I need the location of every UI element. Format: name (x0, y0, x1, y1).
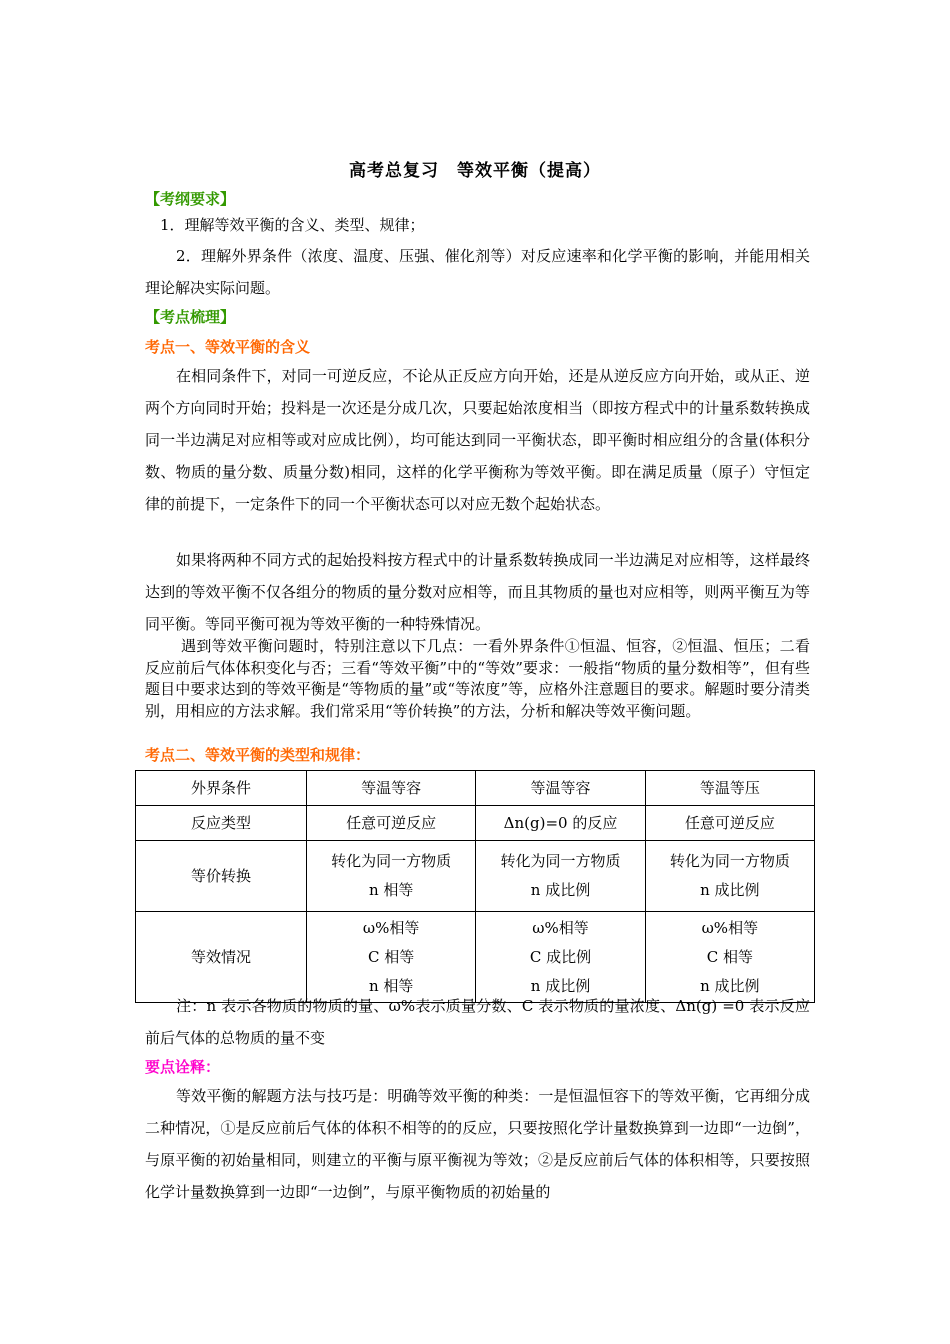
point1-paragraph-2: 如果将两种不同方式的起始投料按方程式中的计量系数转换成同一半边满足对应相等，这样最终达到的等效平衡不仅各组分的物质的量分数对应相等，而且其物质的量也对应相等，则两平衡互为等同平衡。等同平衡可视为等效平衡的一种特殊情况。 (145, 551, 810, 633)
table-cell: 任意可逆反应 (645, 806, 814, 841)
table-row (136, 912, 815, 1003)
requirement-item-1: 1．理解等效平衡的含义、类型、规律； (160, 216, 425, 234)
table-cell: ω%相等 C 相等 n 成比例 (645, 912, 814, 1003)
table-cell: 任意可逆反应 (307, 806, 476, 841)
explain-heading: 要点诠释： (145, 1058, 221, 1076)
row-label: 反应类型 (136, 806, 307, 841)
table-cell: 等温等容 (476, 771, 645, 806)
table-row (136, 841, 815, 912)
point1-heading: 考点一、等效平衡的含义 (145, 338, 311, 356)
equilibrium-types-table (135, 770, 815, 1003)
table-cell: Δn(g)=0 的反应 (476, 806, 645, 841)
table-cell: 等温等容 (307, 771, 476, 806)
table-cell: ω%相等 C 成比例 n 成比例 (476, 912, 645, 1003)
requirements-heading: 【考纲要求】 (145, 190, 236, 208)
row-label: 等效情况 (136, 912, 307, 1003)
explain-paragraph: 等效平衡的解题方法与技巧是：明确等效平衡的种类：一是恒温恒容下的等效平衡，它再细分成二种情况，①是反应前后气体的体积不相等的的反应，只要按照化学计量数换算到一边即“一边倒”，与原平衡的初始量相同，则建立的平衡与原平衡视为等效；②是反应前后气体的体积相等，只要按照化学计量数换算到一边即“一边倒”，与原平衡物质的初始量的 (145, 1087, 810, 1201)
point1-paragraph-3: 遇到等效平衡问题时，特别注意以下几点：一看外界条件①恒温、恒容，②恒温、恒压；二看反应前后气体体积变化与否；三看“等效平衡”中的“等效”要求：一般指“物质的量分数相等”，但有些题目中要求达到的等效平衡是“等物质的量”或“等浓度”等，应格外注意题目的要求。解题时要分清类别，用相应的方法求解。我们常采用“等价转换”的方法，分析和解决等效平衡问题。 (145, 637, 810, 720)
point1-paragraph-1: 在相同条件下，对同一可逆反应，不论从正反应方向开始，还是从逆反应方向开始，或从正、逆两个方向同时开始；投料是一次还是分成几次，只要起始浓度相当（即按方程式中的计量系数转换成同一半边满足对应相等或对应成比例），均可能达到同一平衡状态，即平衡时相应组分的含量(体积分数、物质的量分数、质量分数)相同，这样的化学平衡称为等效平衡。即在满足质量（原子）守恒定律的前提下，一定条件下的同一个平衡状态可以对应无数个起始状态。 (145, 367, 810, 513)
row-label: 外界条件 (136, 771, 307, 806)
table-cell: 等温等压 (645, 771, 814, 806)
row-label: 等价转换 (136, 841, 307, 912)
table-row (136, 771, 815, 806)
document-title: 高考总复习 等效平衡（提高） (349, 161, 601, 181)
point2-heading: 考点二、等效平衡的类型和规律： (145, 746, 371, 764)
table-cell: 转化为同一方物质 n 成比例 (645, 841, 814, 912)
table-cell: 转化为同一方物质 n 相等 (307, 841, 476, 912)
table-note: 注：n 表示各物质的物质的量、ω%表示质量分数、C 表示物质的量浓度、Δn(g) =0 表示反应前后气体的总物质的量不变 (145, 997, 810, 1047)
points-heading: 【考点梳理】 (145, 308, 236, 326)
requirement-item-2: 2．理解外界条件（浓度、温度、压强、催化剂等）对反应速率和化学平衡的影响，并能用相关理论解决实际问题。 (145, 247, 810, 297)
table-cell: ω%相等 C 相等 n 相等 (307, 912, 476, 1003)
table-cell: 转化为同一方物质 n 成比例 (476, 841, 645, 912)
table-row (136, 806, 815, 841)
